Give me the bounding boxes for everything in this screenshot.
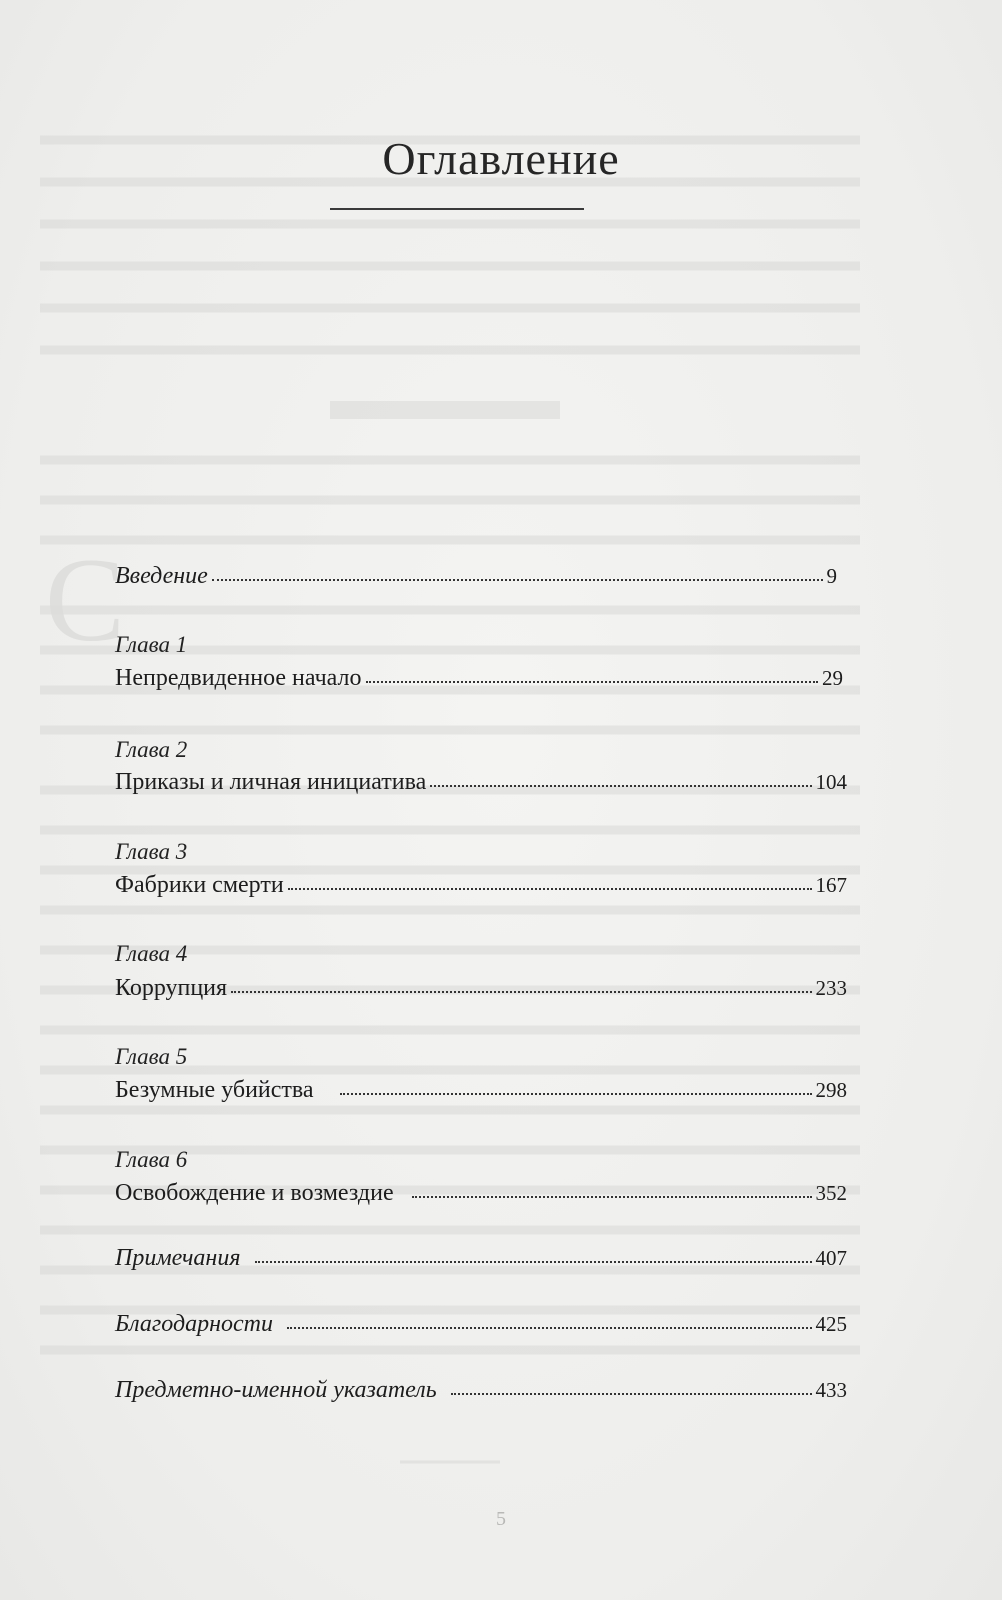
toc-entry-title: Безумные убийства <box>115 1077 314 1103</box>
dot-leader <box>451 1389 812 1395</box>
dot-leader <box>212 575 823 581</box>
dot-leader <box>412 1192 812 1198</box>
chapter-label: Глава 1 <box>115 632 188 657</box>
toc-entry-chapter-2[interactable] <box>115 769 863 801</box>
toc-entry-title: Благодарности <box>115 1311 273 1337</box>
svg-text:С: С <box>45 533 126 666</box>
chapter-label: Глава 4 <box>115 941 188 966</box>
toc-entry-title: Предметно-именной указатель <box>115 1377 437 1403</box>
toc-entry-title: Введение <box>115 563 208 589</box>
toc-entry-page: 233 <box>815 976 847 1000</box>
toc-entry-page: 298 <box>815 1078 847 1102</box>
toc-entry-notes[interactable] <box>115 1245 863 1277</box>
toc-entry-chapter-1[interactable] <box>115 665 863 697</box>
toc-entry-title: Примечания <box>115 1245 241 1271</box>
dot-leader <box>255 1257 812 1263</box>
chapter-label: Глава 3 <box>115 839 188 864</box>
toc-entry-page: 29 <box>822 666 843 690</box>
toc-entry-page: 104 <box>815 770 847 794</box>
toc-entry-title: Приказы и личная инициатива <box>115 769 427 795</box>
toc-entry-introduction[interactable] <box>115 563 863 595</box>
toc-entry-page: 407 <box>815 1246 847 1270</box>
toc-entry-acknowledgements[interactable] <box>115 1311 863 1343</box>
dot-leader <box>231 987 811 993</box>
dot-leader <box>288 884 812 890</box>
toc-entry-chapter-3[interactable] <box>115 872 863 904</box>
dot-leader <box>287 1323 812 1329</box>
chapter-label: Глава 2 <box>115 737 188 762</box>
dot-leader <box>366 677 819 683</box>
toc-entry-page: 433 <box>815 1378 847 1402</box>
toc-entry-page: 352 <box>815 1181 847 1205</box>
toc-entry-title: Коррупция <box>115 975 228 1001</box>
toc-entry-chapter-5[interactable] <box>115 1077 863 1109</box>
title-underline <box>330 208 584 210</box>
toc-entry-page: 167 <box>815 873 847 897</box>
dot-leader <box>340 1089 812 1095</box>
toc-entry-chapter-4[interactable] <box>115 975 863 1007</box>
toc-entry-chapter-6[interactable] <box>115 1180 863 1212</box>
chapter-label: Глава 5 <box>115 1044 188 1069</box>
toc-entry-page: 9 <box>826 564 837 588</box>
toc-entry-title: Непредвиденное начало <box>115 665 362 691</box>
page-number: 5 <box>496 1508 506 1530</box>
dot-leader <box>430 781 811 787</box>
toc-entry-title: Фабрики смерти <box>115 872 284 898</box>
toc-entry-page: 425 <box>815 1312 847 1336</box>
chapter-label: Глава 6 <box>115 1147 188 1172</box>
toc-entry-index[interactable] <box>115 1377 863 1409</box>
toc-entry-title: Освобождение и возмездие <box>115 1180 394 1206</box>
page-title: Оглавление <box>382 133 620 184</box>
